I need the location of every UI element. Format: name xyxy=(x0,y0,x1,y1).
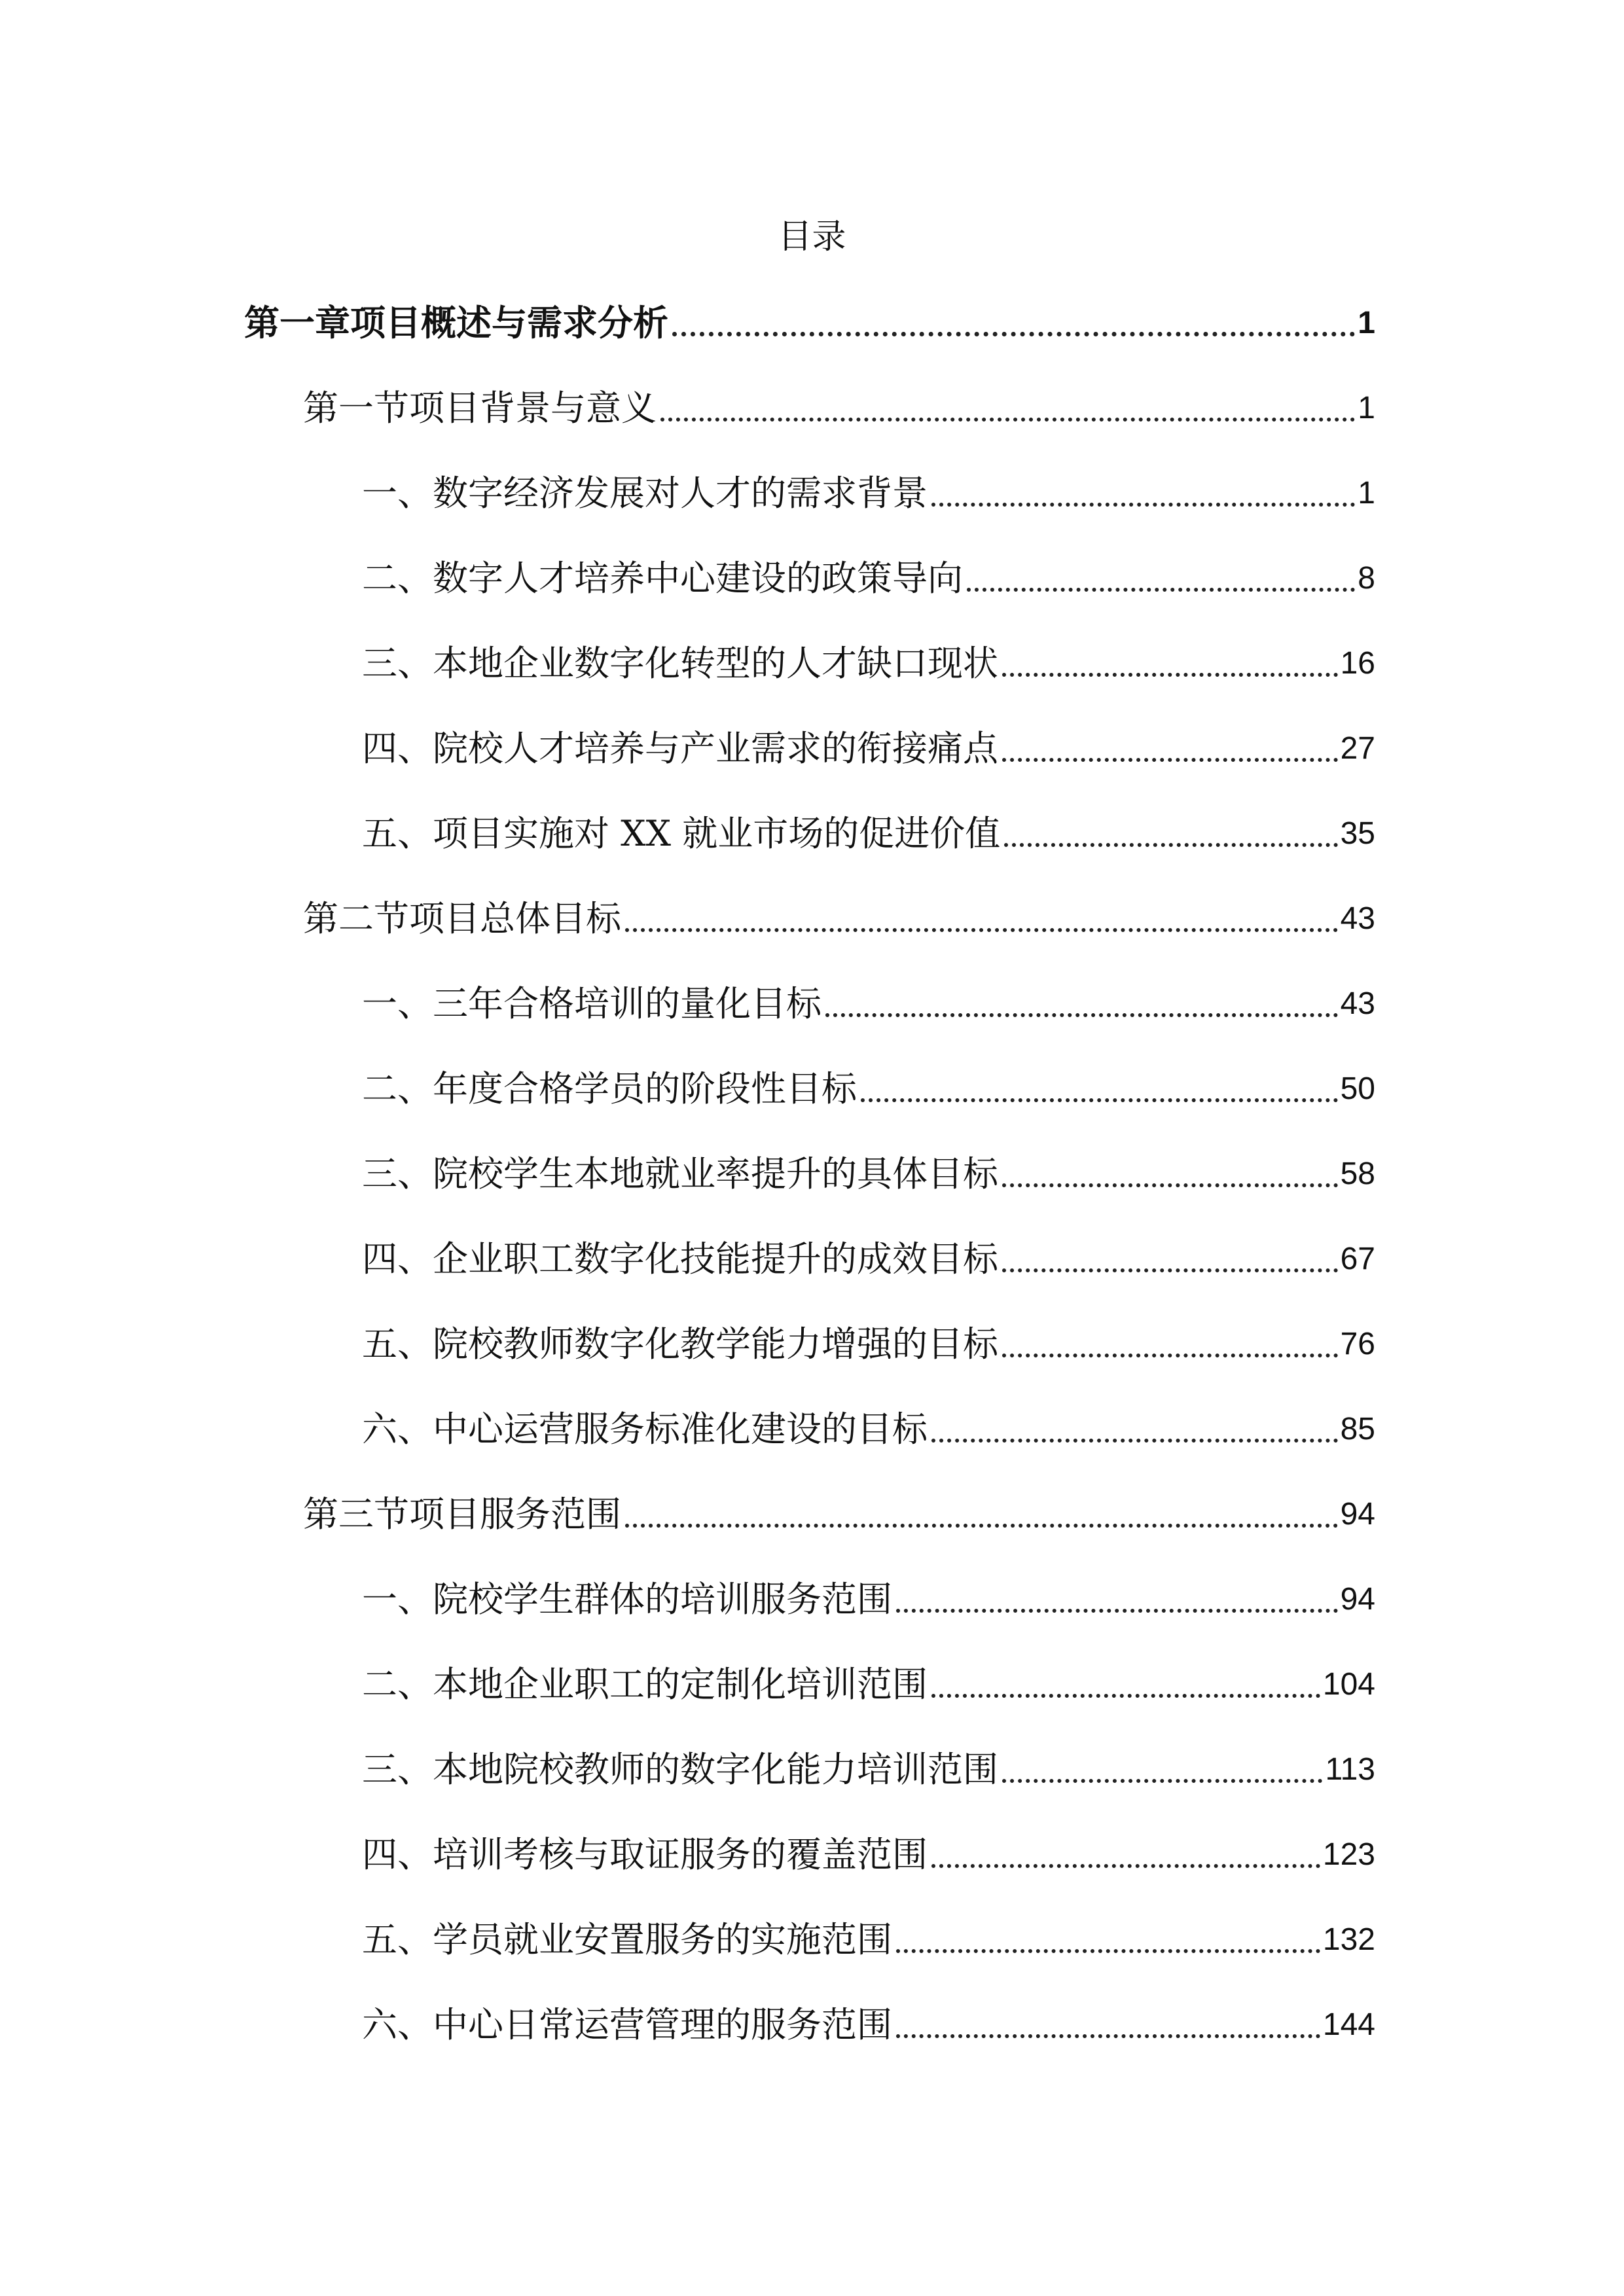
dot-leader xyxy=(931,1694,1320,1698)
toc-entry-page: 35 xyxy=(1340,816,1375,851)
dot-leader xyxy=(1002,758,1338,762)
toc-entry-item[interactable] xyxy=(362,556,1375,601)
dot-leader xyxy=(1002,1268,1338,1272)
toc-entry-page: 123 xyxy=(1322,1837,1375,1872)
dot-leader xyxy=(625,1524,1338,1528)
toc-entry-label: 二、本地企业职工的定制化培训范围 xyxy=(362,1664,928,1705)
toc-entry-label: 三、院校学生本地就业率提升的具体目标 xyxy=(362,1153,998,1194)
dot-leader xyxy=(931,1439,1338,1443)
toc-entry-label: 五、项目实施对 XX 就业市场的促进价值 xyxy=(362,813,1001,854)
dot-leader xyxy=(896,1949,1320,1953)
dot-leader xyxy=(672,332,1355,336)
toc-entry-page: 104 xyxy=(1322,1667,1375,1702)
dot-leader xyxy=(896,2034,1320,2038)
dot-leader xyxy=(931,503,1355,507)
dot-leader xyxy=(861,1098,1338,1102)
toc-entry-page: 16 xyxy=(1340,646,1375,681)
toc-entry-page: 94 xyxy=(1340,1582,1375,1617)
dot-leader xyxy=(896,1609,1338,1613)
dot-leader xyxy=(931,1864,1320,1868)
toc-entry-item[interactable] xyxy=(362,1917,1375,1963)
toc-entry-page: 1 xyxy=(1358,476,1375,511)
toc-entry-label: 四、培训考核与取证服务的覆盖范围 xyxy=(362,1834,928,1875)
toc-entry-label: 一、三年合格培训的量化目标 xyxy=(362,983,821,1024)
toc-entry-section-1[interactable] xyxy=(303,386,1375,431)
toc-entry-item[interactable] xyxy=(362,1662,1375,1708)
toc-entry-label: 第三节项目服务范围 xyxy=(303,1494,621,1535)
toc-entry-page: 1 xyxy=(1358,306,1375,340)
toc-entry-page: 58 xyxy=(1340,1157,1375,1191)
toc-entry-label: 二、年度合格学员的阶段性目标 xyxy=(362,1068,857,1109)
toc-entry-label: 四、院校人才培养与产业需求的衔接痛点 xyxy=(362,728,998,769)
toc-entry-item[interactable] xyxy=(362,981,1375,1027)
dot-leader xyxy=(1002,673,1338,677)
toc-entry-item[interactable] xyxy=(362,1577,1375,1623)
toc-entry-page: 85 xyxy=(1340,1412,1375,1446)
toc-entry-label: 四、企业职工数字化技能提升的成效目标 xyxy=(362,1238,998,1280)
toc-entry-label: 三、本地企业数字化转型的人才缺口现状 xyxy=(362,643,998,684)
toc-entry-label: 一、院校学生群体的培训服务范围 xyxy=(362,1579,892,1620)
toc-entry-label: 五、学员就业安置服务的实施范围 xyxy=(362,1919,892,1960)
toc-entry-label: 三、本地院校教师的数字化能力培训范围 xyxy=(362,1749,998,1790)
page-title: 目录 xyxy=(778,217,846,257)
toc-entry-page: 1 xyxy=(1358,391,1375,425)
toc-entry-page: 76 xyxy=(1340,1327,1375,1361)
toc-entry-chapter-1[interactable] xyxy=(244,300,1375,346)
toc-entry-item[interactable] xyxy=(362,1407,1375,1452)
dot-leader xyxy=(1004,843,1337,847)
toc-entry-item[interactable] xyxy=(362,1066,1375,1112)
toc-entry-item[interactable] xyxy=(362,726,1375,772)
toc-entry-label: 二、数字人才培养中心建设的政策导向 xyxy=(362,558,963,599)
toc-entry-item[interactable] xyxy=(362,1832,1375,1878)
toc-entry-section-2[interactable] xyxy=(303,896,1375,942)
toc-entry-label: 第一节项目背景与意义 xyxy=(303,387,657,429)
toc-entry-label: 第一章项目概述与需求分析 xyxy=(244,302,668,344)
toc-entry-page: 8 xyxy=(1358,561,1375,596)
dot-leader xyxy=(825,1013,1338,1017)
toc-entry-item[interactable] xyxy=(362,1236,1375,1282)
dot-leader xyxy=(1002,1354,1338,1357)
toc-entry-label: 一、数字经济发展对人才的需求背景 xyxy=(362,473,928,514)
toc-entry-item[interactable] xyxy=(362,1747,1375,1793)
toc-entry-label: 第二节项目总体目标 xyxy=(303,898,621,939)
toc-entry-page: 27 xyxy=(1340,731,1375,766)
toc-entry-item[interactable] xyxy=(362,1151,1375,1197)
toc-entry-label: 五、院校教师数字化教学能力增强的目标 xyxy=(362,1323,998,1365)
toc-entry-page: 43 xyxy=(1340,986,1375,1021)
toc-entry-page: 43 xyxy=(1340,901,1375,936)
toc-entry-item[interactable] xyxy=(362,2002,1375,2048)
dot-leader xyxy=(625,928,1338,932)
toc-entry-page: 113 xyxy=(1325,1752,1375,1787)
dot-leader xyxy=(1002,1183,1338,1187)
toc-entry-label: 六、中心日常运营管理的服务范围 xyxy=(362,2004,892,2045)
toc-entry-page: 50 xyxy=(1340,1071,1375,1106)
toc-entry-page: 144 xyxy=(1322,2007,1375,2042)
toc-entry-label: 六、中心运营服务标准化建设的目标 xyxy=(362,1408,928,1450)
toc-entry-page: 132 xyxy=(1322,1922,1375,1957)
dot-leader xyxy=(660,418,1355,422)
toc-entry-page: 94 xyxy=(1340,1497,1375,1532)
dot-leader xyxy=(1002,1779,1322,1783)
dot-leader xyxy=(967,588,1355,592)
toc-entry-item[interactable] xyxy=(362,641,1375,687)
toc-entry-section-3[interactable] xyxy=(303,1492,1375,1537)
toc-entry-item[interactable] xyxy=(362,811,1375,857)
toc-entry-item[interactable] xyxy=(362,1321,1375,1367)
toc-entry-page: 67 xyxy=(1340,1242,1375,1276)
toc-entry-item[interactable] xyxy=(362,471,1375,516)
